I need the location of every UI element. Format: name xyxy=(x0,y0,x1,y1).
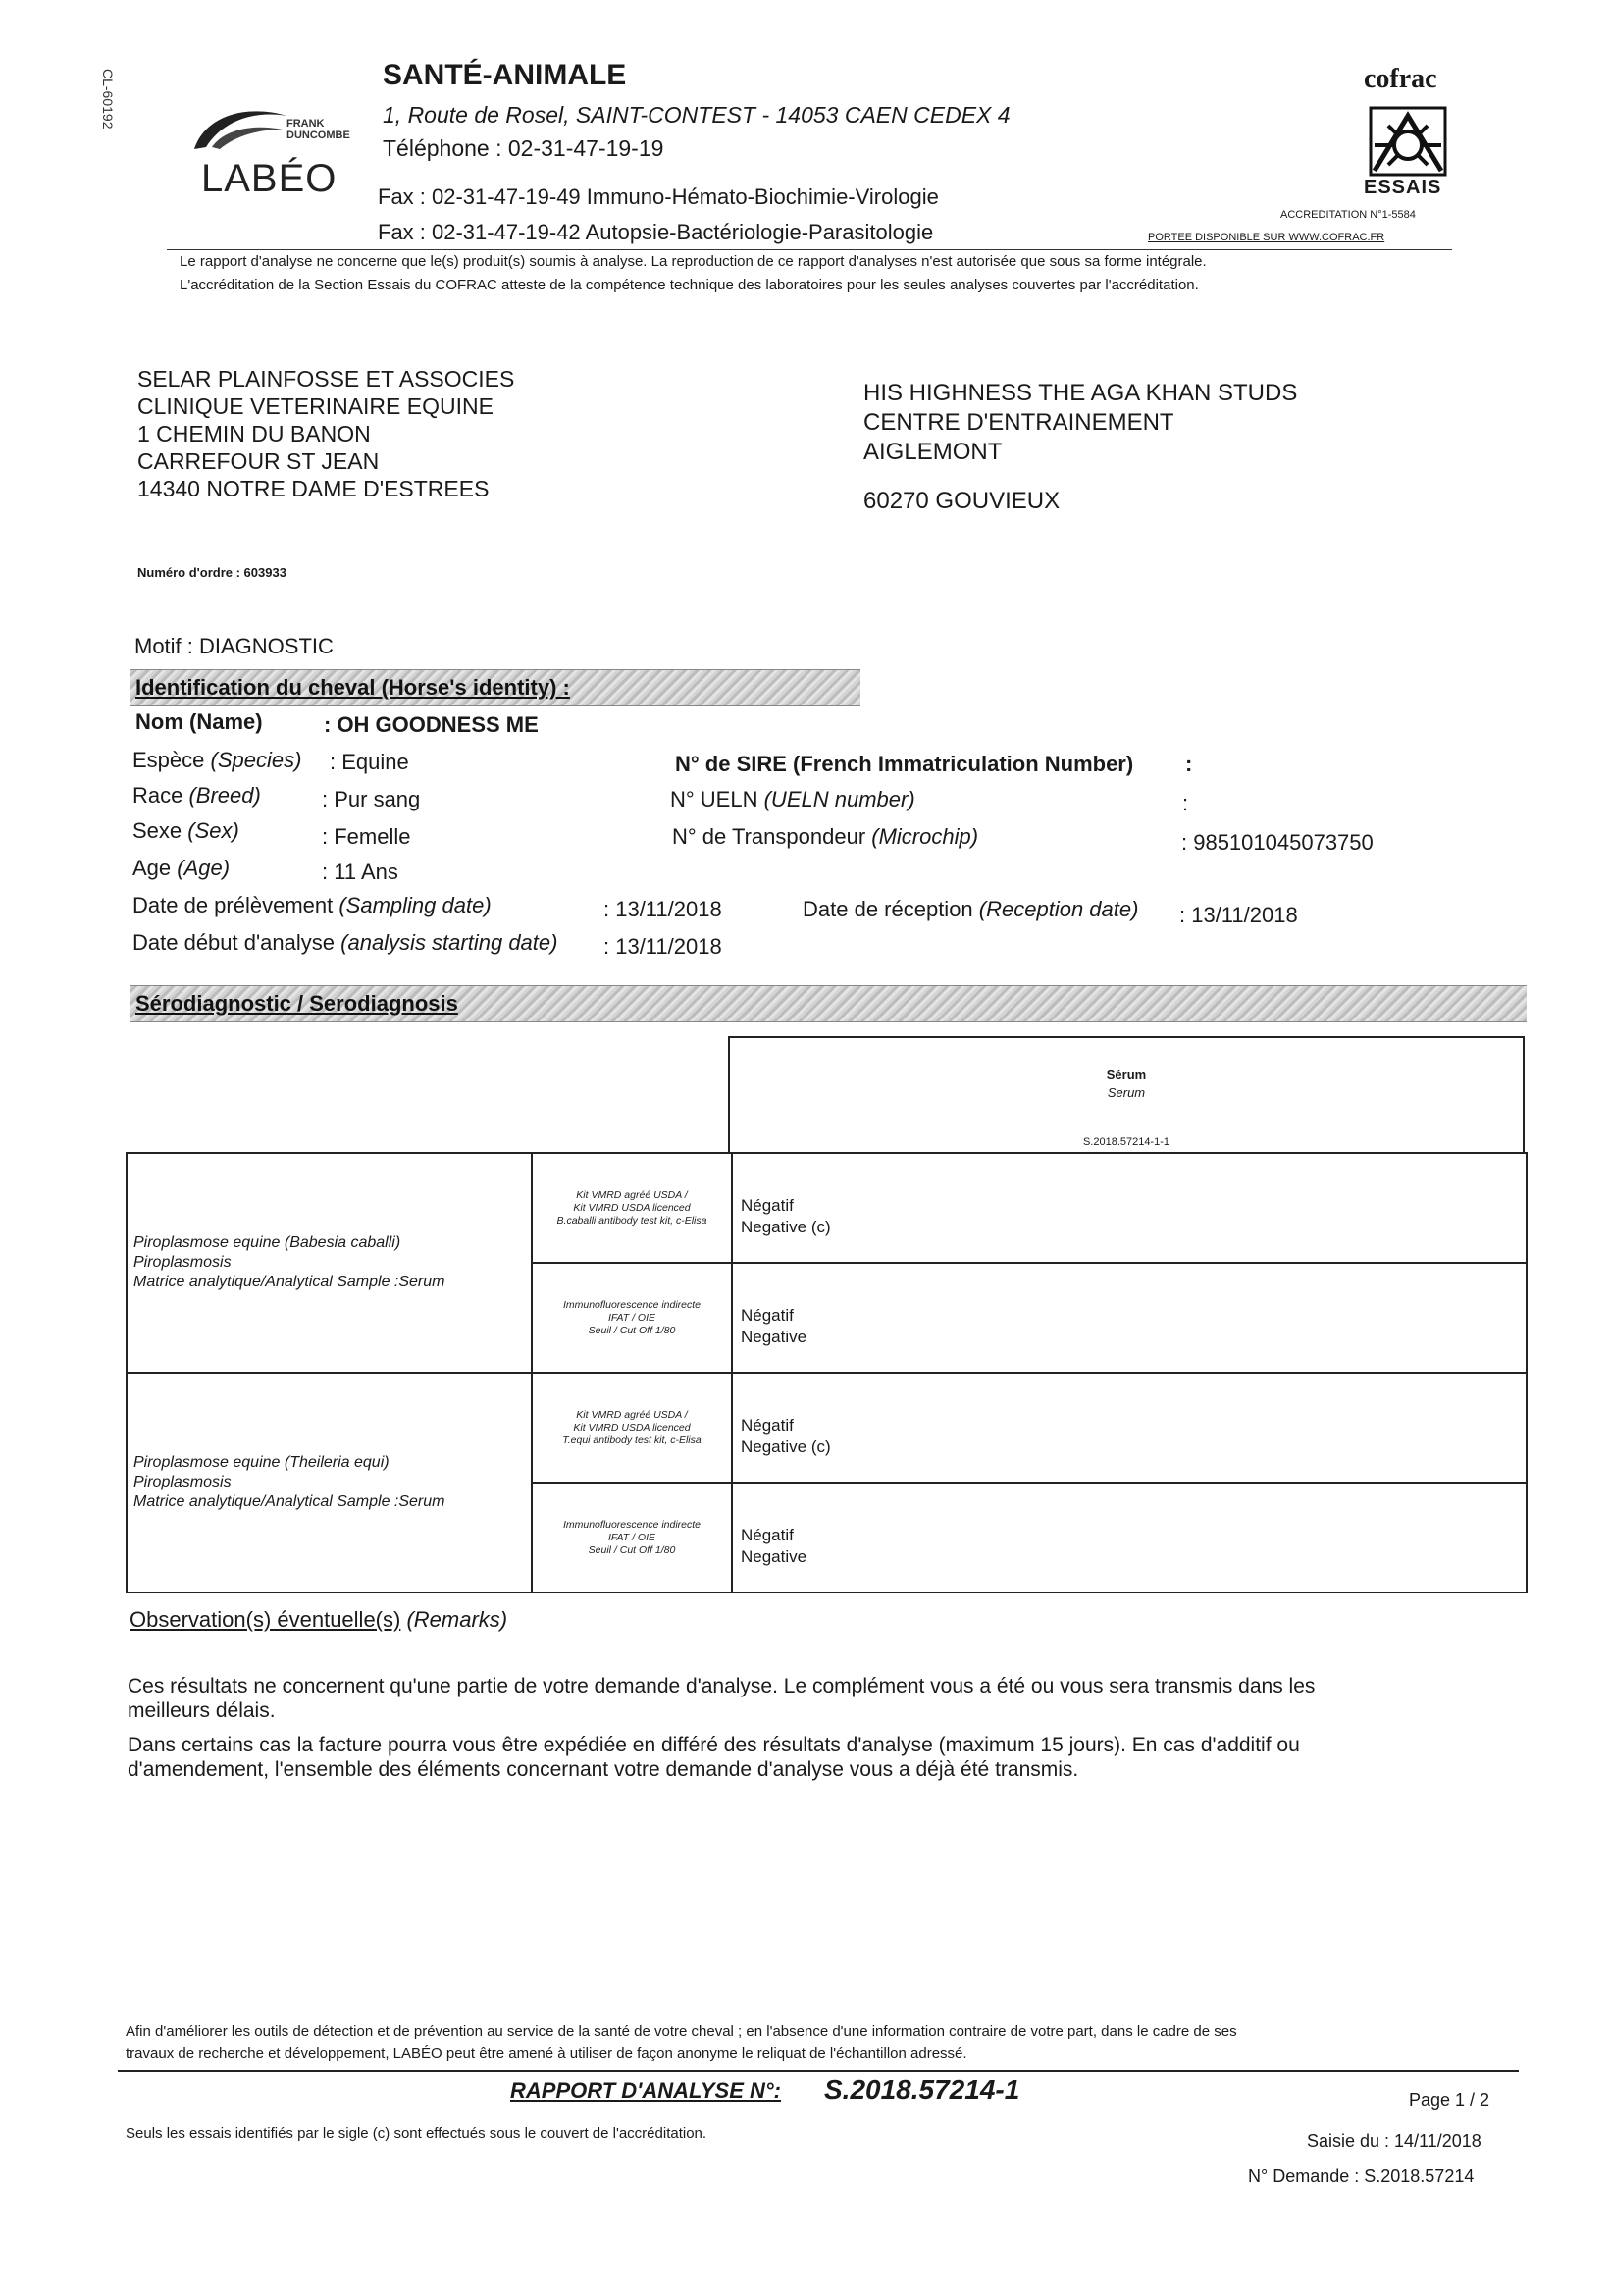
result-cell: Négatif Negative (c) xyxy=(732,1153,1527,1263)
remarks-paragraph-1: Ces résultats ne concernent qu'une partie de votre demande d'analyse. Le complément vous a été ou vous sera transmis dans les meilleurs délais. xyxy=(128,1675,1316,1722)
sampling-date-label: Date de prélèvement (Sampling date) xyxy=(132,893,492,917)
table-row xyxy=(127,1153,1527,1263)
order-number: Numéro d'ordre : 603933 xyxy=(137,565,286,580)
sampling-date-value: : 13/11/2018 xyxy=(603,897,722,921)
logo-frank-duncombe: FRANK DUNCOMBE xyxy=(286,118,350,141)
serodiagnosis-header-bar: Sérodiagnostic / Serodiagnosis xyxy=(130,985,1527,1022)
remarks-paragraph-2: Dans certains cas la facture pourra vous être expédiée en différé des résultats d'analyse (maximum 15 jours). En cas d'additif ou d'amendement, l'ensemble des éléments concernant votre demande d'analyse vous a déjà été transmis. xyxy=(128,1734,1300,1781)
recipient-address: HIS HIGHNESS THE AGA KHAN STUDS CENTRE D'ENTRAINEMENT AIGLEMONT 60270 GOUVIEUX xyxy=(863,380,1298,514)
name-label: Nom (Name) xyxy=(135,709,263,734)
cofrac-wordmark: cofrac xyxy=(1364,64,1437,94)
sex-value: : Femelle xyxy=(322,824,411,849)
request-number: N° Demande : S.2018.57214 xyxy=(1248,2166,1475,2186)
method-cell: Kit VMRD agréé USDA / Kit VMRD USDA licenced B.caballi antibody test kit, c-Elisa xyxy=(532,1153,732,1263)
analysis-cell: Piroplasmose equine (Theileria equi) Piroplasmosis Matrice analytique/Analytical Sample :Serum xyxy=(127,1373,532,1592)
notice-line-2: L'accréditation de la Section Essais du COFRAC atteste de la compétence technique des laboratoires pour les seules analyses couvertes par l'accréditation. xyxy=(180,277,1199,293)
page-number: Page 1 / 2 xyxy=(1409,2090,1490,2110)
remarks-label: Observation(s) éventuelle(s) (Remarks) xyxy=(130,1607,508,1632)
breed-value: : Pur sang xyxy=(322,787,421,811)
result-cell: Négatif Negative xyxy=(732,1263,1527,1373)
species-value: : Equine xyxy=(330,750,409,774)
method-cell: Kit VMRD agréé USDA / Kit VMRD USDA licenced T.equi antibody test kit, c-Elisa xyxy=(532,1373,732,1483)
serodiagnosis-table xyxy=(126,1152,1528,1593)
age-value: : 11 Ans xyxy=(322,860,398,884)
notice-line-1: Le rapport d'analyse ne concerne que le(s) produit(s) soumis à analyse. La reproduction de ce rapport d'analyses n'est autorisée que sous sa forme intégrale. xyxy=(180,253,1207,270)
ueln-value: : xyxy=(1182,791,1189,815)
footer-divider xyxy=(118,2070,1519,2072)
report-label: RAPPORT D'ANALYSE N°: xyxy=(510,2078,782,2103)
labeo-logo-swoosh-icon xyxy=(184,98,292,157)
sender-address: SELAR PLAINFOSSE ET ASSOCIES CLINIQUE VETERINAIRE EQUINE 1 CHEMIN DU BANON CARREFOUR ST JEAN 14340 NOTRE DAME D'ESTREES xyxy=(137,366,515,501)
analysis-start-value: : 13/11/2018 xyxy=(603,934,722,959)
analysis-start-label: Date début d'analyse (analysis starting date) xyxy=(132,930,558,955)
result-cell: Négatif Negative (c) xyxy=(732,1373,1527,1483)
cofrac-portee-link[interactable]: PORTEE DISPONIBLE SUR WWW.COFRAC.FR xyxy=(1148,232,1385,243)
lab-fax-1: Fax : 02-31-47-19-49 Immuno-Hémato-Biochimie-Virologie xyxy=(378,184,939,209)
cofrac-essais: ESSAIS xyxy=(1364,177,1442,198)
entry-date: Saisie du : 14/11/2018 xyxy=(1307,2131,1481,2151)
name-value: : OH GOODNESS ME xyxy=(324,712,539,737)
age-label: Age (Age) xyxy=(132,856,231,880)
cofrac-accreditation: ACCREDITATION N°1-5584 xyxy=(1280,209,1416,221)
sample-column-header: Sérum Serum S.2018.57214-1-1 xyxy=(728,1036,1525,1154)
sire-label: N° de SIRE (French Immatriculation Number) xyxy=(675,752,1134,776)
sire-value: : xyxy=(1185,752,1193,776)
result-cell: Négatif Negative xyxy=(732,1483,1527,1592)
footer-note: Afin d'améliorer les outils de détection et de prévention au service de la santé de votre cheval ; en l'absence d'une information contraire de votre part, dans le cadre de ses travaux de recherche et développement, LABÉO peut être amené à utiliser de façon anonyme le reliquat de l'échantillon adressé. xyxy=(126,2023,1237,2061)
reception-date-value: : 13/11/2018 xyxy=(1179,903,1298,927)
logo-labeo-text: LABÉO xyxy=(201,157,338,200)
ueln-label: N° UELN (UELN number) xyxy=(670,787,915,811)
method-cell: Immunofluorescence indirecte IFAT / OIE Seuil / Cut Off 1/80 xyxy=(532,1483,732,1592)
report-number: S.2018.57214-1 xyxy=(824,2074,1020,2105)
lab-fax-2: Fax : 02-31-47-19-42 Autopsie-Bactériologie-Parasitologie xyxy=(378,220,934,244)
reception-date-label: Date de réception (Reception date) xyxy=(803,897,1139,921)
method-cell: Immunofluorescence indirecte IFAT / OIE Seuil / Cut Off 1/80 xyxy=(532,1263,732,1373)
accreditation-note: Seuls les essais identifiés par le sigle (c) sont effectués sous le couvert de l'accréditation. xyxy=(126,2125,707,2142)
header-divider xyxy=(167,249,1452,250)
motif: Motif : DIAGNOSTIC xyxy=(134,634,334,658)
cofrac-emblem-icon xyxy=(1369,106,1447,177)
identification-header-bar: Identification du cheval (Horse's identity) : xyxy=(130,669,860,706)
transponder-value: : 985101045073750 xyxy=(1181,830,1374,855)
breed-label: Race (Breed) xyxy=(132,783,261,808)
document-code: CL-60192 xyxy=(100,69,116,130)
lab-address: 1, Route de Rosel, SAINT-CONTEST - 14053 CAEN CEDEX 4 xyxy=(383,102,1011,128)
species-label: Espèce (Species) xyxy=(132,748,302,772)
sex-label: Sexe (Sex) xyxy=(132,818,239,843)
table-row xyxy=(127,1373,1527,1483)
transponder-label: N° de Transpondeur (Microchip) xyxy=(672,824,979,849)
lab-name: SANTÉ-ANIMALE xyxy=(383,59,627,91)
lab-phone: Téléphone : 02-31-47-19-19 xyxy=(383,135,664,161)
analysis-cell: Piroplasmose equine (Babesia caballi) Piroplasmosis Matrice analytique/Analytical Sample :Serum xyxy=(127,1153,532,1373)
